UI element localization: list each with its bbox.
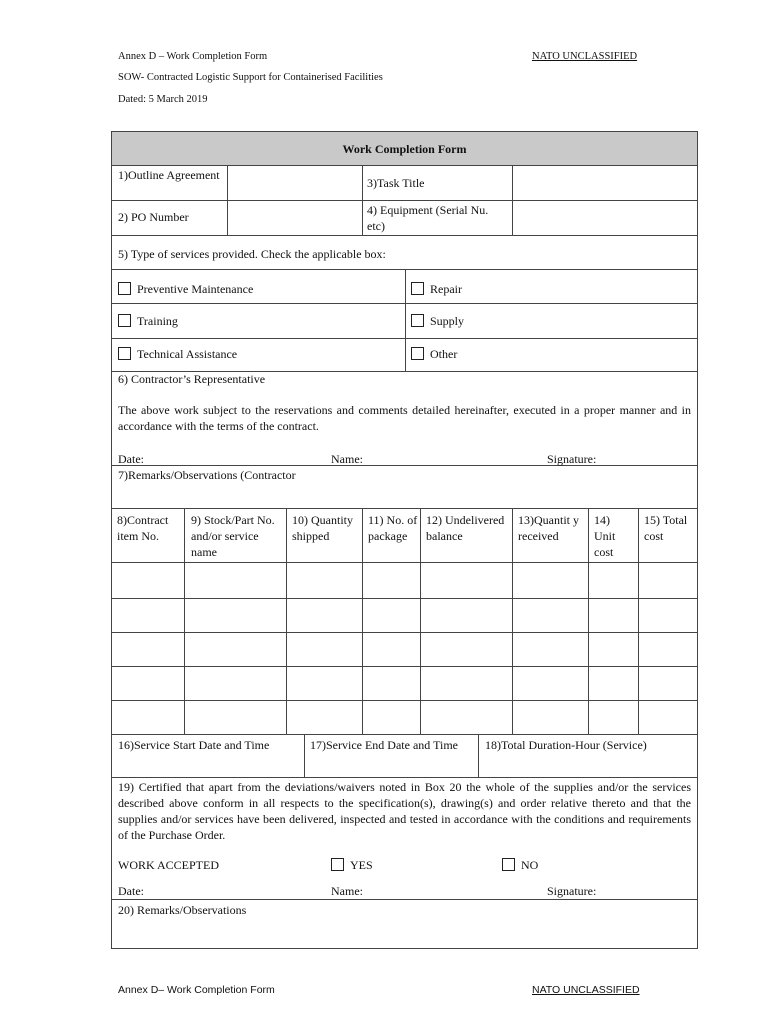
outline-agreement-label: 1)Outline Agreement — [118, 168, 220, 182]
table-row[interactable] — [112, 563, 697, 597]
header-annex: Annex D – Work Completion Form — [118, 51, 268, 62]
services-prompt: 5) Type of services provided. Check the applicable box: — [118, 247, 386, 261]
po-number-field[interactable] — [228, 201, 361, 234]
service-end-label: 17)Service End Date and Time — [310, 738, 458, 752]
service-technical[interactable]: Technical Assistance — [118, 346, 237, 362]
task-title-field[interactable] — [513, 166, 697, 199]
accept-date-label: Date: — [118, 884, 144, 898]
equipment-label: 4) Equipment (Serial Nu. etc) — [367, 203, 489, 233]
no-option[interactable]: NO — [502, 857, 538, 873]
yes-checkbox[interactable] — [331, 858, 344, 871]
service-training[interactable]: Training — [118, 313, 178, 329]
table-row[interactable] — [112, 667, 697, 699]
service-start-label: 16)Service Start Date and Time — [118, 738, 270, 752]
certification-text: 19) Certified that apart from the deviations/waivers noted in Box 20 the whole of the supplies and/or the services described above conform in all respects to the specification(s), drawing(s) and order relative thereto and that the supplies and/or services have been delivered, inspected and tested in accordance with the conditions and requirements of the Purchase Order. — [118, 780, 691, 842]
outline-agreement-field[interactable] — [228, 166, 361, 199]
repair-checkbox[interactable] — [411, 282, 424, 295]
other-checkbox[interactable] — [411, 347, 424, 360]
col-unit-cost: 14) Unit cost — [594, 513, 616, 559]
table-row[interactable] — [112, 599, 697, 631]
accept-signature-label: Signature: — [547, 884, 597, 898]
task-title-label: 3)Task Title — [367, 176, 425, 190]
equipment-field[interactable] — [513, 201, 697, 234]
header-classification: NATO UNCLASSIFIED — [532, 51, 638, 62]
contractor-name-label: Name: — [331, 452, 363, 466]
col-contract-item: 8)Contract item No. — [117, 513, 169, 543]
supply-checkbox[interactable] — [411, 314, 424, 327]
header-sow: SOW- Contracted Logistic Support for Containerised Facilities — [118, 72, 383, 83]
remarks-field[interactable] — [112, 918, 697, 948]
col-undelivered: 12) Undelivered balance — [426, 513, 505, 543]
header-dated: Dated: 5 March 2019 — [118, 94, 208, 105]
contractor-rep-label: 6) Contractor’s Representative — [118, 372, 266, 386]
service-preventive[interactable]: Preventive Maintenance — [118, 281, 253, 297]
col-total-cost: 15) Total cost — [644, 513, 688, 543]
table-row[interactable] — [112, 701, 697, 733]
technical-checkbox[interactable] — [118, 347, 131, 360]
service-repair[interactable]: Repair — [411, 281, 462, 297]
contractor-signature-label: Signature: — [547, 452, 597, 466]
service-supply[interactable]: Supply — [411, 313, 464, 329]
remarks-label: 20) Remarks/Observations — [118, 903, 247, 917]
work-accepted-label: WORK ACCEPTED — [118, 858, 220, 872]
total-duration-label: 18)Total Duration-Hour (Service) — [485, 738, 647, 752]
service-other[interactable]: Other — [411, 346, 457, 362]
accept-name-label: Name: — [331, 884, 363, 898]
footer-annex: Annex D– Work Completion Form — [118, 984, 275, 996]
col-quantity-received: 13)Quantit y received — [518, 513, 579, 543]
col-stock-part: 9) Stock/Part No. and/or service name — [191, 513, 275, 559]
po-number-label: 2) PO Number — [118, 210, 189, 224]
yes-option[interactable]: YES — [331, 857, 373, 873]
form-title: Work Completion Form — [342, 142, 467, 156]
contractor-statement: The above work subject to the reservations and comments detailed hereinafter, executed in a proper manner and in accordance with the terms of the contract. — [118, 403, 691, 433]
no-checkbox[interactable] — [502, 858, 515, 871]
col-packages: 11) No. of package — [368, 513, 418, 543]
footer-classification: NATO UNCLASSIFIED — [532, 984, 640, 996]
table-row[interactable] — [112, 633, 697, 665]
contractor-date-label: Date: — [118, 452, 144, 466]
remarks-contractor-label: 7)Remarks/Observations (Contractor — [118, 468, 296, 482]
col-quantity-shipped: 10) Quantity shipped — [292, 513, 353, 543]
training-checkbox[interactable] — [118, 314, 131, 327]
preventive-checkbox[interactable] — [118, 282, 131, 295]
